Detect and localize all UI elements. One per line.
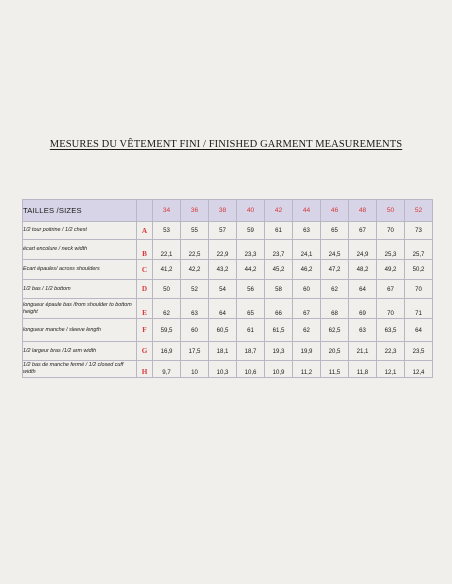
measurement-value: 10,3 (209, 361, 237, 378)
measurement-value: 11,8 (349, 361, 377, 378)
measurement-value: 23,3 (237, 240, 265, 260)
page-title: MESURES DU VÊTEMENT FINI / FINISHED GARMENT MEASUREMENTS (49, 139, 403, 150)
measurement-value: 64 (405, 319, 433, 342)
measurement-value: 18,1 (209, 342, 237, 361)
size-header-cell: 46 (321, 200, 349, 222)
measurement-value: 70 (405, 280, 433, 299)
measurement-letter: G (137, 342, 153, 361)
measurement-label: 1/2 tour poitrine / 1/2 chest (23, 222, 137, 240)
measurement-value: 62 (153, 299, 181, 319)
measurement-value: 16,9 (153, 342, 181, 361)
measurement-value: 21,1 (349, 342, 377, 361)
measurement-value: 67 (349, 222, 377, 240)
measurement-letter: D (137, 280, 153, 299)
size-header-cell: 50 (377, 200, 405, 222)
measurement-letter: F (137, 319, 153, 342)
measurement-value: 62 (321, 280, 349, 299)
measurement-value: 71 (405, 299, 433, 319)
measurement-value: 18,7 (237, 342, 265, 361)
measurement-value: 23,5 (405, 342, 433, 361)
letter-header-cell (137, 200, 153, 222)
measurement-value: 17,5 (181, 342, 209, 361)
measurement-label: longueur manche / sleeve length (23, 319, 137, 342)
measurement-value: 69 (349, 299, 377, 319)
measurement-value: 64 (209, 299, 237, 319)
measurement-value: 56 (237, 280, 265, 299)
measurement-row (23, 222, 433, 240)
measurement-label: 1/2 bas de manche fermé / 1/2 closed cuff width (23, 361, 137, 378)
measurement-value: 11,5 (321, 361, 349, 378)
measurement-value: 19,3 (265, 342, 293, 361)
measurement-value: 70 (377, 299, 405, 319)
measurement-value: 62 (293, 319, 321, 342)
measurement-value: 24,1 (293, 240, 321, 260)
measurement-value: 55 (181, 222, 209, 240)
measurement-value: 48,2 (349, 260, 377, 280)
measurement-value: 10,9 (265, 361, 293, 378)
size-header-cell: 36 (181, 200, 209, 222)
measurement-value: 54 (209, 280, 237, 299)
measurement-row (23, 342, 433, 361)
size-header-cell: 44 (293, 200, 321, 222)
measurement-row (23, 319, 433, 342)
measurement-label: Ecart épaules/ across shoulders (23, 260, 137, 280)
measurement-row (23, 299, 433, 319)
measurement-value: 57 (209, 222, 237, 240)
measurement-value: 9,7 (153, 361, 181, 378)
measurement-value: 62,5 (321, 319, 349, 342)
measurement-letter: B (137, 240, 153, 260)
measurement-value: 53 (153, 222, 181, 240)
measurement-value: 12,4 (405, 361, 433, 378)
size-header-cell: 34 (153, 200, 181, 222)
measurement-value: 63 (293, 222, 321, 240)
measurement-row (23, 240, 433, 260)
measurement-value: 50,2 (405, 260, 433, 280)
measurement-value: 23,7 (265, 240, 293, 260)
measurement-label: longueur épaule bas /from shoulder to bottom height (23, 299, 137, 319)
measurement-value: 47,2 (321, 260, 349, 280)
measurement-label: écart encolure / neck width (23, 240, 137, 260)
size-header-cell: 48 (349, 200, 377, 222)
measurement-value: 22,3 (377, 342, 405, 361)
measurement-value: 58 (265, 280, 293, 299)
measurement-value: 43,2 (209, 260, 237, 280)
measurement-value: 73 (405, 222, 433, 240)
measurement-value: 63,5 (377, 319, 405, 342)
measurement-value: 25,3 (377, 240, 405, 260)
measurement-value: 42,2 (181, 260, 209, 280)
sizes-header-label: TAILLES /SIZES (23, 200, 137, 222)
measurement-letter: A (137, 222, 153, 240)
measurement-letter: H (137, 361, 153, 378)
measurement-value: 68 (321, 299, 349, 319)
measurement-value: 65 (321, 222, 349, 240)
measurement-value: 49,2 (377, 260, 405, 280)
size-header-cell: 38 (209, 200, 237, 222)
measurement-value: 59 (237, 222, 265, 240)
measurement-value: 63 (349, 319, 377, 342)
size-header-cell: 42 (265, 200, 293, 222)
measurement-row (23, 361, 433, 378)
measurement-value: 60 (181, 319, 209, 342)
measurement-value: 44,2 (237, 260, 265, 280)
measurement-value: 19,9 (293, 342, 321, 361)
measurement-value: 64 (349, 280, 377, 299)
measurement-value: 22,5 (181, 240, 209, 260)
measurement-value: 61 (265, 222, 293, 240)
measurement-value: 10,6 (237, 361, 265, 378)
measurement-value: 61,5 (265, 319, 293, 342)
measurement-row (23, 280, 433, 299)
measurement-value: 24,9 (349, 240, 377, 260)
measurement-value: 11,2 (293, 361, 321, 378)
measurement-value: 22,9 (209, 240, 237, 260)
measurement-value: 63 (181, 299, 209, 319)
measurement-value: 24,5 (321, 240, 349, 260)
size-header-cell: 52 (405, 200, 433, 222)
measurement-letter: C (137, 260, 153, 280)
measurement-value: 60,5 (209, 319, 237, 342)
measurement-label: 1/2 largeur bras /1/2 arm width (23, 342, 137, 361)
size-header-cell: 40 (237, 200, 265, 222)
measurement-value: 59,5 (153, 319, 181, 342)
measurement-value: 65 (237, 299, 265, 319)
measurement-value: 22,1 (153, 240, 181, 260)
measurement-value: 70 (377, 222, 405, 240)
measurement-value: 41,2 (153, 260, 181, 280)
measurement-value: 20,5 (321, 342, 349, 361)
measurement-value: 52 (181, 280, 209, 299)
measurement-row (23, 260, 433, 280)
size-header-row (23, 200, 433, 222)
measurement-value: 45,2 (265, 260, 293, 280)
measurement-value: 66 (265, 299, 293, 319)
measurement-value: 12,1 (377, 361, 405, 378)
measurement-value: 50 (153, 280, 181, 299)
measurement-value: 25,7 (405, 240, 433, 260)
measurement-value: 46,2 (293, 260, 321, 280)
size-table (22, 199, 433, 378)
measurement-value: 10 (181, 361, 209, 378)
measurement-letter: E (137, 299, 153, 319)
measurement-label: 1/2 bas / 1/2 bottom (23, 280, 137, 299)
measurement-value: 67 (377, 280, 405, 299)
measurement-value: 61 (237, 319, 265, 342)
measurement-value: 67 (293, 299, 321, 319)
measurement-value: 60 (293, 280, 321, 299)
